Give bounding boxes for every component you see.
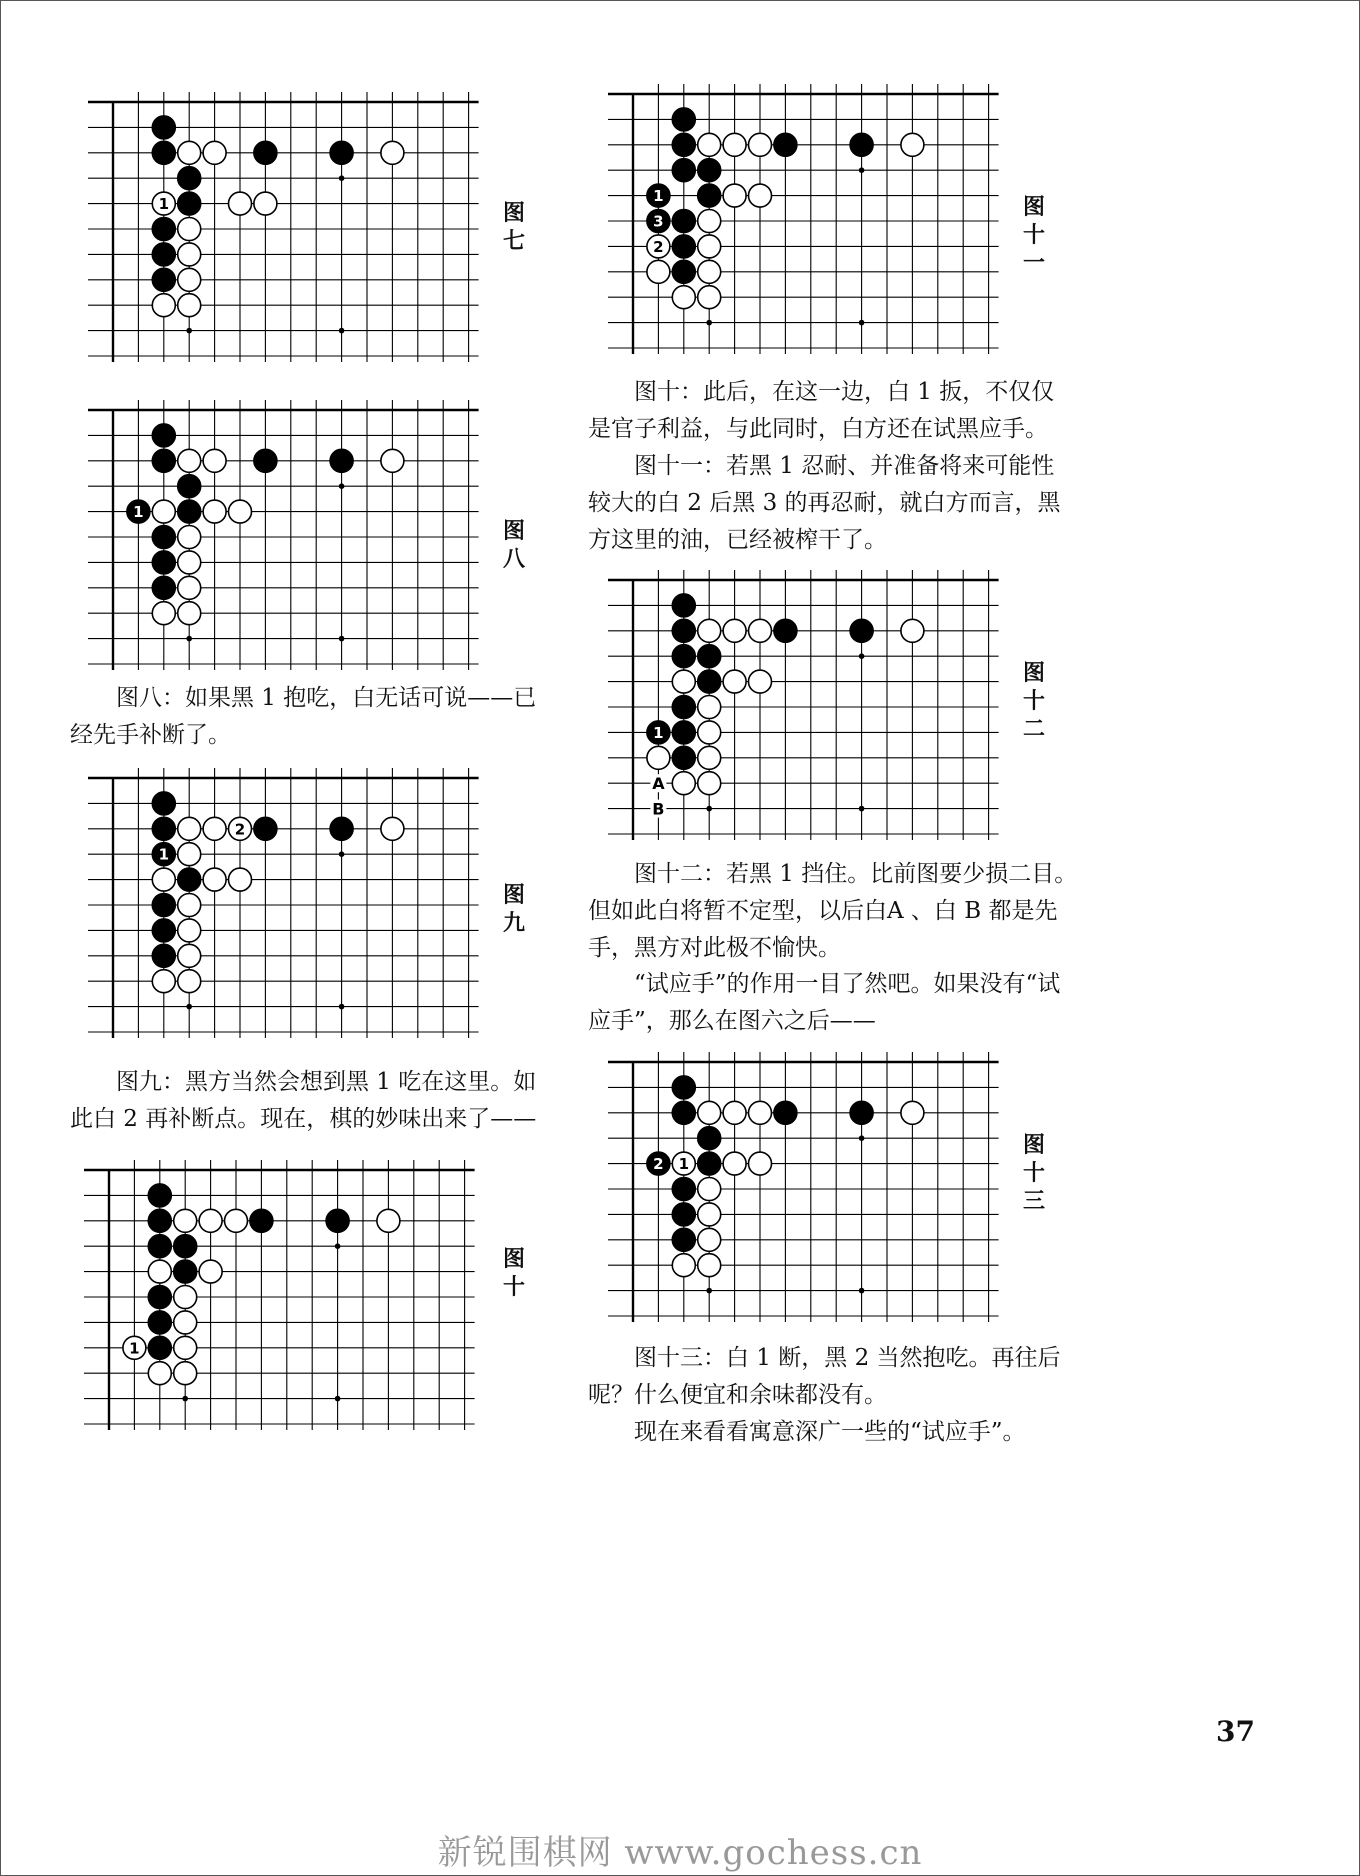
star-point — [859, 320, 865, 326]
black-stone — [672, 1178, 695, 1201]
white-stone — [225, 1209, 248, 1232]
white-stone — [178, 218, 201, 241]
black-stone — [148, 1311, 171, 1334]
black-stone — [698, 1152, 721, 1175]
black-stone — [152, 141, 175, 164]
white-stone — [178, 526, 201, 549]
white-stone — [698, 746, 721, 769]
black-stone — [672, 1228, 695, 1251]
black-stone — [672, 235, 695, 258]
white-stone — [749, 1101, 772, 1124]
paragraph-line: 应手”，那么在图六之后—— — [588, 1008, 876, 1034]
white-stone — [178, 843, 201, 866]
go-board-fig9 — [88, 768, 488, 1038]
move-number: 1 — [653, 723, 664, 742]
white-stone — [174, 1311, 197, 1334]
white-stone — [178, 944, 201, 967]
black-stone — [152, 576, 175, 599]
black-stone — [174, 1260, 197, 1283]
black-stone — [774, 133, 797, 156]
move-number: 1 — [129, 1339, 140, 1358]
black-stone — [152, 817, 175, 840]
star-point — [339, 175, 345, 181]
move-number: 1 — [678, 1155, 690, 1174]
figure-label-fig9: 图 九 — [502, 883, 525, 936]
white-stone — [178, 551, 201, 574]
white-stone — [723, 1101, 746, 1124]
black-stone — [672, 619, 695, 642]
caption-line: 是官子利益，与此同时，白方还在试黑应手。 — [588, 416, 1048, 442]
white-stone — [229, 192, 252, 215]
star-point — [335, 1243, 341, 1249]
black-stone — [672, 696, 695, 719]
white-stone — [672, 772, 695, 795]
black-stone — [148, 1235, 171, 1258]
black-stone — [672, 645, 695, 668]
white-stone — [901, 619, 924, 642]
star-point — [186, 1004, 192, 1010]
black-stone — [672, 108, 695, 131]
white-stone — [174, 1209, 197, 1232]
black-stone — [672, 1203, 695, 1226]
white-stone — [178, 141, 201, 164]
white-stone — [698, 1178, 721, 1201]
white-stone — [723, 184, 746, 207]
black-stone — [850, 1101, 873, 1124]
point-letter: B — [652, 799, 665, 819]
black-stone — [250, 1209, 273, 1232]
white-stone — [178, 919, 201, 942]
white-stone — [672, 1254, 695, 1277]
black-stone — [178, 500, 201, 523]
white-stone — [672, 670, 695, 693]
white-stone — [698, 1203, 721, 1226]
white-stone — [723, 670, 746, 693]
white-stone — [178, 817, 201, 840]
star-point — [186, 328, 192, 334]
caption-line: 方这里的油，已经被榨干了。 — [588, 527, 887, 553]
star-point — [859, 1135, 865, 1141]
black-stone — [152, 894, 175, 917]
white-stone — [698, 286, 721, 309]
move-number: 1 — [158, 195, 170, 214]
white-stone — [203, 868, 226, 891]
footer-watermark: 新锐围棋网 www.gochess.cn — [437, 1833, 923, 1873]
black-stone — [330, 449, 353, 472]
black-stone — [254, 141, 277, 164]
white-stone — [698, 1228, 721, 1251]
black-stone — [152, 526, 175, 549]
go-board-fig7 — [88, 92, 488, 362]
caption-line: 较大的白 2 后黑 3 的再忍耐，就白方而言，黑 — [588, 490, 1061, 516]
paragraph-try-response — [588, 966, 1060, 1040]
black-stone — [152, 792, 175, 815]
move-number: 2 — [234, 820, 246, 839]
white-stone — [381, 141, 404, 164]
white-stone — [229, 500, 252, 523]
caption-line: 图八：如果黑 1 抱吃，白无话可说——已 — [116, 685, 537, 711]
caption-fig10 — [588, 374, 1054, 448]
white-stone — [178, 243, 201, 266]
figure-label-fig11: 图 十 一 — [1022, 195, 1045, 276]
move-number: 2 — [653, 1155, 664, 1174]
caption-line: 图十二：若黑 1 挡住。比前图要少损二目。 — [634, 861, 1078, 887]
star-point — [339, 636, 345, 642]
black-stone — [148, 1336, 171, 1359]
go-board-fig11 — [608, 84, 1008, 354]
star-point — [859, 653, 865, 659]
caption-line: 图九：黑方当然会想到黑 1 吃在这里。如 — [116, 1069, 537, 1095]
star-point — [339, 1004, 345, 1010]
white-stone — [698, 133, 721, 156]
star-point — [859, 167, 865, 173]
black-stone — [152, 449, 175, 472]
white-stone — [203, 141, 226, 164]
white-stone — [698, 210, 721, 233]
move-number: 3 — [653, 212, 664, 231]
white-stone — [698, 1101, 721, 1124]
black-stone — [672, 746, 695, 769]
page-number: 37 — [1216, 1715, 1255, 1748]
black-stone — [850, 133, 873, 156]
white-stone — [647, 746, 670, 769]
black-stone — [152, 116, 175, 139]
move-number: 1 — [133, 503, 144, 522]
black-stone — [178, 192, 201, 215]
black-stone — [672, 1101, 695, 1124]
black-stone — [330, 141, 353, 164]
star-point — [339, 328, 345, 334]
go-board-fig10 — [84, 1160, 484, 1430]
star-point — [339, 851, 345, 857]
black-stone — [672, 210, 695, 233]
black-stone — [774, 1101, 797, 1124]
white-stone — [178, 894, 201, 917]
white-stone — [901, 133, 924, 156]
black-stone — [254, 817, 277, 840]
black-stone — [672, 260, 695, 283]
white-stone — [749, 1152, 772, 1175]
black-stone — [850, 619, 873, 642]
caption-fig12 — [588, 856, 1077, 967]
black-stone — [152, 944, 175, 967]
white-stone — [698, 772, 721, 795]
caption-line: 此白 2 再补断点。现在，棋的妙味出来了—— — [70, 1106, 537, 1132]
star-point — [182, 1396, 188, 1402]
caption-line: 但如此白将暂不定型，以后白A 、白 B 都是先 — [588, 898, 1058, 924]
black-stone — [698, 1127, 721, 1150]
figure-label-fig12: 图 十 二 — [1022, 661, 1045, 742]
caption-line: 呢？什么便宜和余味都没有。 — [588, 1382, 887, 1408]
black-stone — [672, 721, 695, 744]
black-stone — [152, 243, 175, 266]
closing-line — [588, 1414, 1026, 1451]
black-stone — [152, 424, 175, 447]
white-stone — [199, 1209, 222, 1232]
black-stone — [152, 268, 175, 291]
white-stone — [749, 184, 772, 207]
move-number: 1 — [158, 845, 170, 864]
white-stone — [672, 286, 695, 309]
black-stone — [152, 919, 175, 942]
white-stone — [901, 1101, 924, 1124]
white-stone — [647, 260, 670, 283]
white-stone — [749, 133, 772, 156]
white-stone — [723, 1152, 746, 1175]
white-stone — [174, 1286, 197, 1309]
white-stone — [698, 1254, 721, 1277]
star-point — [186, 636, 192, 642]
white-stone — [381, 449, 404, 472]
caption-line: 手，黑方对此极不愉快。 — [588, 935, 841, 961]
black-stone — [698, 184, 721, 207]
black-stone — [148, 1209, 171, 1232]
black-stone — [174, 1235, 197, 1258]
white-stone — [152, 868, 175, 891]
white-stone — [152, 602, 175, 625]
caption-fig13 — [588, 1340, 1061, 1414]
white-stone — [178, 449, 201, 472]
white-stone — [698, 260, 721, 283]
caption-fig11 — [588, 448, 1061, 559]
white-stone — [152, 294, 175, 317]
white-stone — [723, 619, 746, 642]
move-number: 1 — [653, 187, 664, 206]
caption-line: 经先手补断了。 — [70, 722, 231, 748]
black-stone — [698, 670, 721, 693]
white-stone — [178, 970, 201, 993]
white-stone — [203, 449, 226, 472]
white-stone — [148, 1362, 171, 1385]
white-stone — [199, 1260, 222, 1283]
white-stone — [148, 1260, 171, 1283]
caption-line: 现在来看看寓意深广一些的“试应手”。 — [634, 1419, 1026, 1445]
caption-line: 图十一：若黑 1 忍耐、并准备将来可能性 — [634, 453, 1055, 479]
black-stone — [698, 645, 721, 668]
black-stone — [698, 159, 721, 182]
white-stone — [254, 192, 277, 215]
black-stone — [148, 1184, 171, 1207]
caption-line: 图十三：白 1 断，黑 2 当然抱吃。再往后 — [634, 1345, 1061, 1371]
white-stone — [698, 721, 721, 744]
caption-fig9 — [70, 1064, 536, 1138]
black-stone — [672, 159, 695, 182]
black-stone — [152, 551, 175, 574]
figure-label-fig10: 图 十 — [502, 1247, 525, 1300]
black-stone — [148, 1286, 171, 1309]
white-stone — [203, 500, 226, 523]
point-letter: A — [652, 774, 665, 794]
white-stone — [723, 133, 746, 156]
white-stone — [152, 500, 175, 523]
black-stone — [152, 218, 175, 241]
white-stone — [178, 576, 201, 599]
caption-line: 图十：此后，在这一边，白 1 扳，不仅仅 — [634, 379, 1055, 405]
star-point — [335, 1396, 341, 1402]
white-stone — [749, 619, 772, 642]
star-point — [706, 806, 712, 812]
go-board-fig13 — [608, 1052, 1008, 1322]
white-stone — [152, 970, 175, 993]
white-stone — [381, 817, 404, 840]
black-stone — [330, 817, 353, 840]
white-stone — [178, 602, 201, 625]
white-stone — [698, 235, 721, 258]
go-board-fig8 — [88, 400, 488, 670]
figure-label-fig8: 图 八 — [502, 519, 525, 572]
figure-label-fig13: 图 十 三 — [1022, 1133, 1045, 1214]
black-stone — [326, 1209, 349, 1232]
white-stone — [178, 294, 201, 317]
white-stone — [229, 868, 252, 891]
star-point — [859, 1288, 865, 1294]
black-stone — [178, 475, 201, 498]
white-stone — [203, 817, 226, 840]
move-number: 2 — [653, 237, 664, 256]
caption-fig8 — [70, 680, 536, 754]
paragraph-line: “试应手”的作用一目了然吧。如果没有“试 — [634, 971, 1061, 997]
black-stone — [672, 133, 695, 156]
white-stone — [698, 696, 721, 719]
white-stone — [178, 268, 201, 291]
white-stone — [377, 1209, 400, 1232]
star-point — [706, 1288, 712, 1294]
white-stone — [749, 670, 772, 693]
white-stone — [174, 1336, 197, 1359]
black-stone — [672, 1076, 695, 1099]
black-stone — [672, 594, 695, 617]
black-stone — [178, 167, 201, 190]
star-point — [706, 320, 712, 326]
figure-label-fig7: 图 七 — [502, 201, 525, 254]
black-stone — [178, 868, 201, 891]
star-point — [339, 483, 345, 489]
go-board-fig12 — [608, 570, 1008, 840]
black-stone — [774, 619, 797, 642]
white-stone — [698, 619, 721, 642]
white-stone — [174, 1362, 197, 1385]
black-stone — [254, 449, 277, 472]
star-point — [859, 806, 865, 812]
